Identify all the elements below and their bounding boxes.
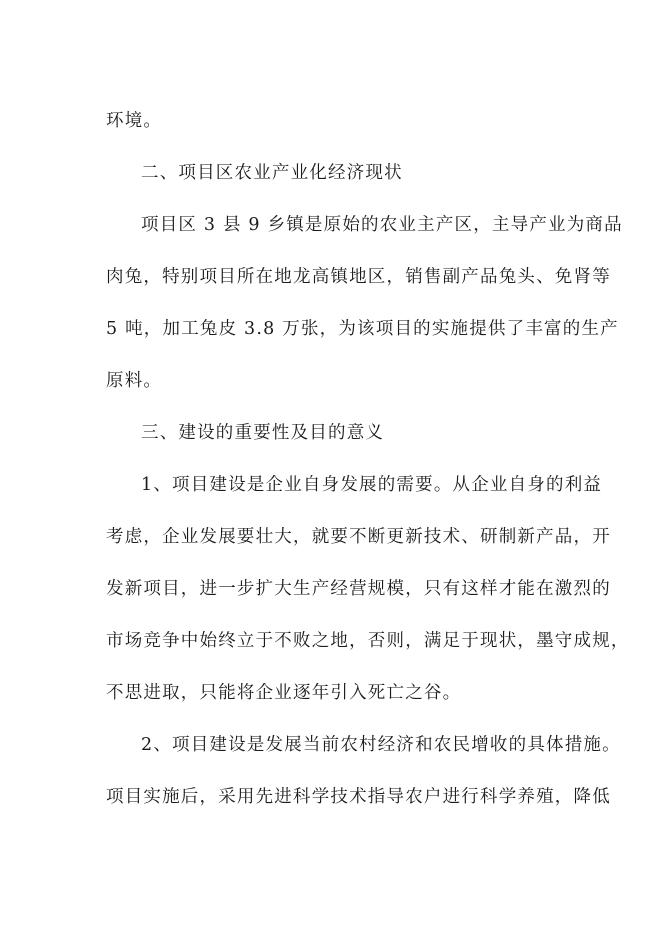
text-line: 发新项目，进一步扩大生产经营规模，只有这样才能在激烈的 — [106, 579, 611, 599]
text-line: 肉兔，特别项目所在地龙高镇地区，销售副产品兔头、免肾等 — [106, 267, 611, 287]
text-line: 项目实施后，采用先进科学技术指导农户进行科学养殖，降低 — [106, 787, 611, 807]
text-line: 原料。 — [106, 371, 163, 391]
text-line: 1、项目建设是企业自身发展的需要。从企业自身的利益 — [141, 475, 603, 495]
text-line: 环境。 — [106, 111, 163, 131]
text-line: 项目区 3 县 9 乡镇是原始的农业主产区，主导产业为商品 — [141, 215, 623, 235]
text-line: 不思进取，只能将企业逐年引入死亡之谷。 — [106, 683, 462, 703]
text-line: 市场竞争中始终立于不败之地，否则，满足于现状，墨守成规， — [106, 631, 630, 651]
text-line: 2、项目建设是发展当前农村经济和农民增收的具体措施。 — [141, 735, 621, 755]
text-line: 5 吨，加工兔皮 3.8 万张，为该项目的实施提供了丰富的生产 — [106, 319, 619, 339]
text-line: 考虑，企业发展要壮大，就要不断更新技术、研制新产品，开 — [106, 527, 611, 547]
section-heading-2: 二、项目区农业产业化经济现状 — [141, 163, 403, 183]
section-heading-3: 三、建设的重要性及目的意义 — [141, 423, 385, 443]
